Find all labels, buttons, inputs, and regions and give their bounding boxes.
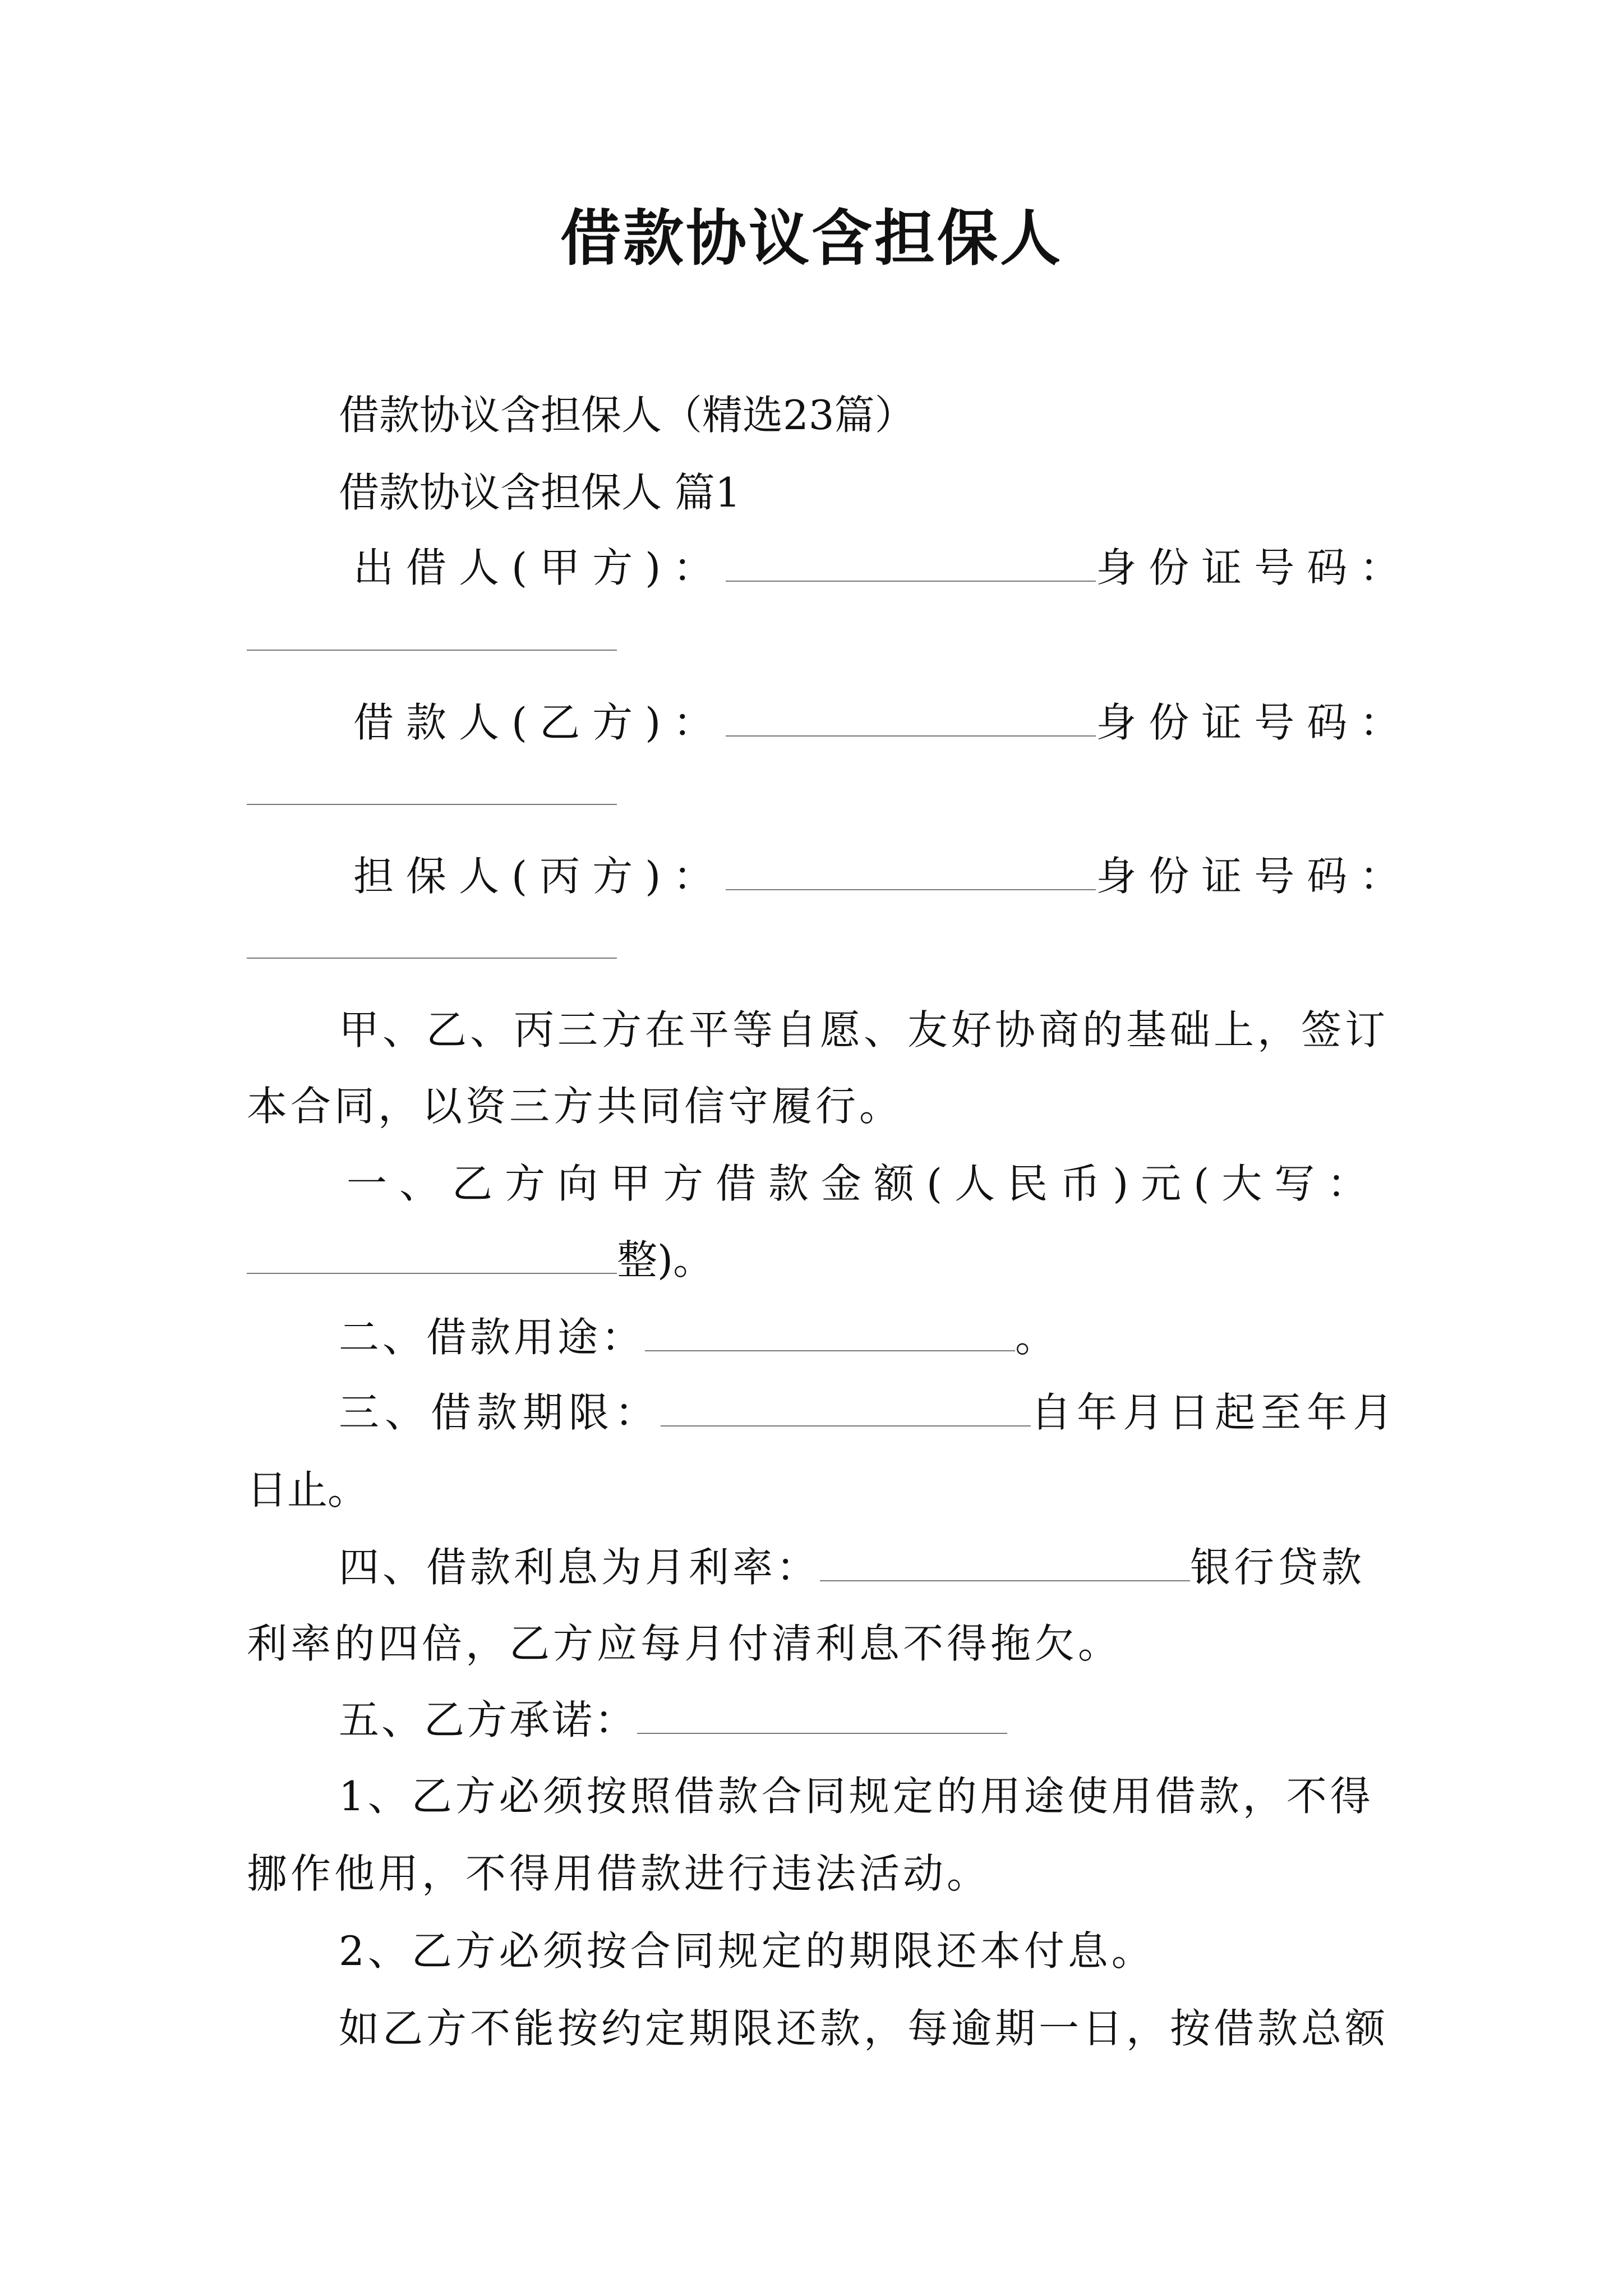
clause-3-line-2: 日止。 <box>247 1466 368 1513</box>
clause-3-line-1 <box>339 1384 1399 1441</box>
clause-2-prefix: 二、借款用途： <box>339 1314 645 1361</box>
clause-4-suffix: 银行贷款 <box>1190 1544 1366 1591</box>
clause-1-line-2 <box>247 1232 713 1288</box>
party-b-label: 借款人(乙方)： <box>353 699 726 746</box>
party-a-name-blank <box>726 540 1096 582</box>
item-1-line-2: 挪作他用，不得用借款进行违法活动。 <box>247 1850 991 1897</box>
subtitle: 借款协议含担保人（精选23篇） <box>339 392 915 439</box>
document-title: 借款协议含担保人 <box>560 203 1063 274</box>
party-c-label: 担保人(丙方)： <box>353 853 726 900</box>
clause-3-suffix: 自年月日起至年月 <box>1031 1389 1399 1436</box>
clause-4-rate-blank <box>820 1540 1190 1581</box>
party-c-id-line <box>247 917 617 973</box>
party-c-name-blank <box>726 849 1096 890</box>
party-b-id-line <box>247 763 617 819</box>
party-a-id-blank <box>247 609 617 651</box>
clause-2-suffix: 。 <box>1015 1314 1059 1361</box>
clause-2-purpose-blank <box>645 1310 1015 1351</box>
party-c-line <box>353 848 1412 904</box>
clause-5-line <box>339 1692 1007 1748</box>
party-c-id-label: 身份证号码： <box>1096 853 1413 900</box>
clause-1-amount-blank <box>247 1232 617 1274</box>
clause-4-prefix: 四、借款利息为月利率： <box>339 1544 820 1591</box>
clause-1-suffix: 整)。 <box>617 1236 714 1283</box>
party-c-id-blank <box>247 917 617 959</box>
party-b-id-blank <box>247 763 617 805</box>
clause-4-line-2: 利率的四倍，乙方应每月付清利息不得拖欠。 <box>247 1620 1122 1667</box>
party-b-name-blank <box>726 695 1096 737</box>
intro-line-1: 甲、乙、丙三方在平等自愿、友好协商的基础上，签订 <box>339 1006 1389 1053</box>
party-a-id-label: 身份证号码： <box>1096 544 1413 591</box>
clause-1-line-1: 一、乙方向甲方借款金额(人民币)元(大写： <box>347 1160 1380 1207</box>
intro-line-2: 本合同，以资三方共同信守履行。 <box>247 1083 903 1130</box>
clause-4-line-1 <box>339 1539 1365 1595</box>
clause-3-prefix: 三、借款期限： <box>339 1389 661 1436</box>
party-a-id-line <box>247 609 617 665</box>
item-1-line-1: 1、乙方必须按照借款合同规定的用途使用借款，不得 <box>339 1773 1374 1820</box>
clause-5-blank <box>637 1692 1007 1734</box>
clause-5-prefix: 五、乙方承诺： <box>339 1696 638 1743</box>
clause-3-term-blank <box>661 1385 1031 1427</box>
party-a-line <box>353 540 1412 596</box>
section-heading: 借款协议含担保人 篇1 <box>339 469 741 516</box>
party-b-id-label: 身份证号码： <box>1096 699 1413 746</box>
party-b-line <box>353 694 1412 751</box>
clause-2-line <box>339 1309 1059 1365</box>
party-a-label: 出借人(甲方)： <box>353 544 726 591</box>
item-3-line: 如乙方不能按约定期限还款，每逾期一日，按借款总额 <box>339 2005 1389 2052</box>
item-2-line: 2、乙方必须按合同规定的期限还本付息。 <box>339 1927 1155 1975</box>
